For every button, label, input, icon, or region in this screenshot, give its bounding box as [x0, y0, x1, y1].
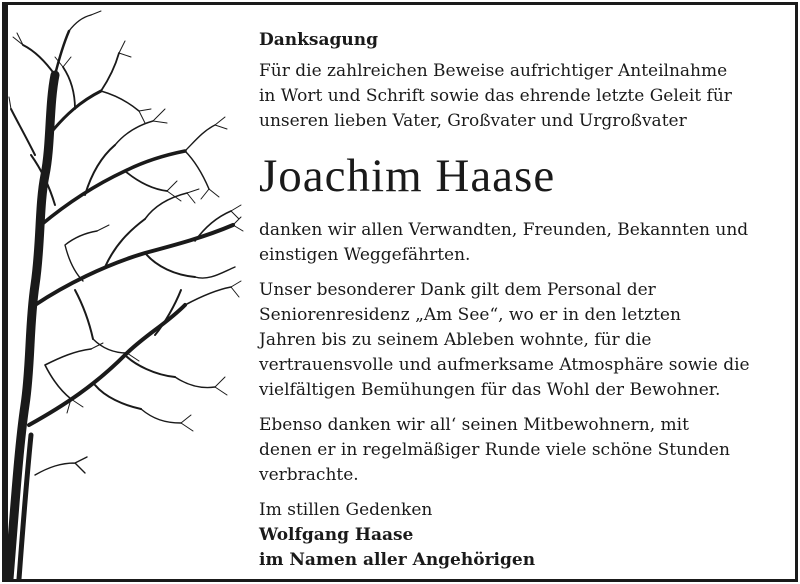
notice-text: [259, 29, 779, 573]
notice-frame: [2, 2, 798, 582]
special-thanks-paragraph: Unser besonderer Dank gilt dem Personal der Seniorenresidenz „Am See“, wo er in den letzten Jahren bis zu seinem Ableben wohnte, für die vertrauensvolle und aufmerksame Atmosphäre sowie die vielfältigen Bemühungen für das Wohl der Bewohner.: [259, 280, 750, 400]
residents-thanks-paragraph: Ebenso danken wir all‘ seinen Mitbewohnern, mit denen er in regelmäßiger Runde viele schöne Stunden verbrachte.: [259, 415, 730, 485]
bare-tree-icon: [5, 5, 245, 579]
closing-line: Im stillen Gedenken: [259, 500, 433, 520]
thanks-paragraph: danken wir allen Verwandten, Freunden, Bekannten und einstigen Weggefährten.: [259, 220, 749, 265]
deceased-name: Joachim Haase: [259, 150, 556, 202]
signer-name: Wolfgang Haase: [259, 525, 414, 545]
notice-heading: Danksagung: [259, 30, 378, 50]
intro-paragraph: Für die zahlreichen Beweise aufrichtiger Anteilnahme in Wort und Schrift sowie das ehrende letzte Geleit für unseren lieben Vater, Großvater und Urgroßvater: [259, 61, 732, 131]
signer-note: im Namen aller Angehörigen: [259, 550, 536, 570]
